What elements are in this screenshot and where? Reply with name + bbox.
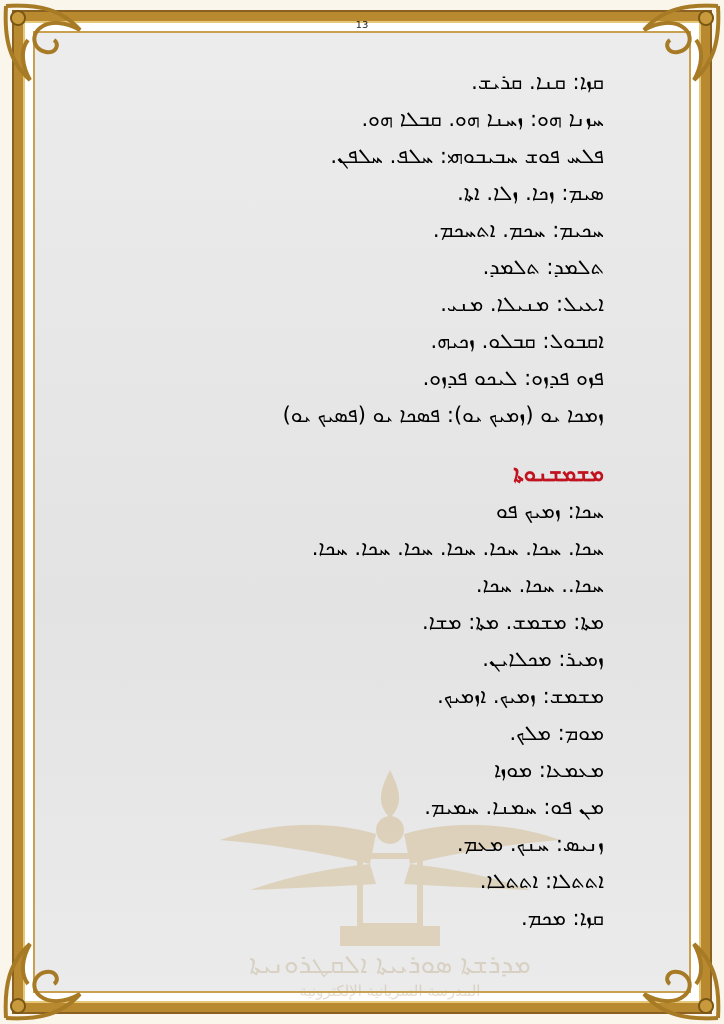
- text-line: ܚܟܐ.. ܚܟܐ. ܚܟܐ.: [475, 573, 604, 597]
- text-line: ܚܙܢܐ ܗܘ: ܙܚܢܐ ܗܘ. ܩܒܠܐ ܗܘ.: [361, 107, 604, 131]
- text-line: ܙܡܝܪ: ܡܟܠܐܝܢ.: [482, 647, 604, 671]
- text-line: ܐܩܒܘܠ: ܩܒܠܘ. ܙܟܝܗ.: [430, 329, 604, 353]
- corner-ornament-icon: [632, 932, 724, 1024]
- text-line: ܦܠܚ ܦܘܫ ܚܒܝܒܘܗܝ: ܚܠܦ. ܚܠܦܢ.: [330, 144, 604, 168]
- text-line: ܚܟܐ: ܙܡܝܟ ܦܘ: [495, 499, 604, 523]
- text-line: ܡܢ ܦܘ: ܚܡܢܐ. ܚܡܝܡ.: [424, 795, 604, 819]
- text-line: ܩܙܐ: ܡܟܡ.: [520, 906, 604, 930]
- section-heading: ܡܫܡܫܢܘܬܐ: [513, 462, 604, 487]
- text-line: ܙܢܝܣ: ܚܢܟ. ܡܥܡ.: [456, 832, 604, 856]
- text-line: ܦܙܘ ܦܕܙܘ: ܠܝܟܘ ܦܕܙܘ.: [422, 366, 604, 390]
- watermark-subtitle: المدرسة السريانية الإلكترونية: [299, 982, 481, 1000]
- text-line: ܣܝܡ: ܙܟܐ. ܙܠܐ. ܐܬܐ.: [457, 181, 604, 205]
- text-line: ܡܬܐ: ܡܫܡܫ. ܡܬܐ: ܡܫܐ.: [421, 610, 604, 634]
- text-line: ܩܙܐ: ܩܢܐ. ܩܪܝܫ.: [471, 70, 604, 94]
- text-line: ܡܥܡܥܐ: ܡܘܙܐ: [493, 758, 604, 782]
- text-line: ܚܟܝܡ: ܚܟܡ. ܐܬܚܟܡ.: [432, 218, 604, 242]
- text-line: ܐܬܬܠܐ: ܐܬܬܠܐ.: [479, 869, 604, 893]
- watermark-title: ܡܕܪܫܬܐ ܣܘܪܝܝܬܐ ܐܠܩܛܪܘܢܝܬܐ: [249, 950, 531, 980]
- text-line: ܚܟܐ. ܚܟܐ. ܚܟܐ. ܚܟܐ. ܚܟܐ. ܚܟܐ. ܚܟܐ.: [311, 536, 604, 560]
- text-line: ܡܫܡܫ: ܙܡܝܟ. ܐܙܡܝܟ.: [437, 684, 604, 708]
- corner-ornament-icon: [632, 0, 724, 92]
- text-line: ܐܥܝܠ: ܡܢܝܠܐ. ܡܢܝ.: [440, 292, 604, 316]
- corner-ornament-icon: [0, 0, 92, 92]
- text-line: ܡܘܡ: ܡܠܟ.: [509, 721, 604, 745]
- text-line: ܬܠܡܕ: ܬܠܡܕ.: [482, 255, 604, 279]
- corner-ornament-icon: [0, 932, 92, 1024]
- text-line: ܙܡܟܐ ܝܘ (ܙܡܝܟ ܝܘ): ܦܣܟܐ ܝܘ (ܦܣܝܟ ܝܘ): [282, 403, 604, 427]
- text-body: [84, 64, 604, 937]
- page-number: 13: [355, 20, 369, 31]
